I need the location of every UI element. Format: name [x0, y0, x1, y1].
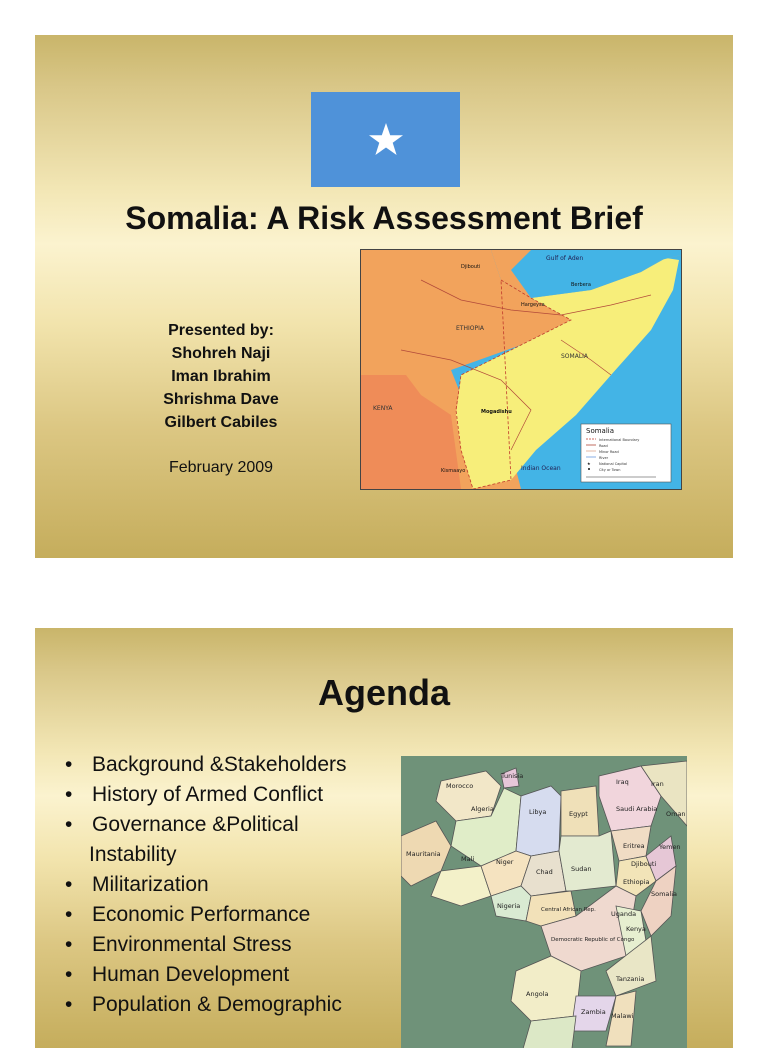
map-label: Democratic Republic of Congo — [551, 937, 635, 943]
map-label: Egypt — [569, 810, 588, 818]
map-label: ETHIOPIA — [456, 325, 484, 332]
map-label: KENYA — [373, 405, 393, 412]
map-label: Nigeria — [497, 902, 521, 910]
list-item: • Population & Demographic — [65, 990, 405, 1020]
legend-item: River — [599, 456, 609, 460]
map-label: Sudan — [571, 865, 592, 873]
list-item-continuation: Instability — [89, 843, 177, 866]
map-label: Iraq — [616, 778, 629, 786]
map-label: Kenya — [626, 925, 646, 933]
presenters-block — [135, 319, 307, 434]
list-item: • Militarization — [65, 870, 405, 900]
bullet-icon: • — [65, 873, 73, 896]
map-label: Oman — [666, 810, 686, 818]
map-label: Libya — [529, 808, 547, 816]
map-label: Malawi — [611, 1012, 634, 1020]
agenda-list — [65, 750, 405, 1020]
bullet-icon: • — [65, 963, 73, 986]
list-item: • Background &Stakeholders — [65, 750, 405, 780]
legend-title: Somalia — [586, 427, 615, 435]
legend-item: City or Town — [599, 468, 621, 472]
bullet-icon: • — [65, 903, 73, 926]
slide-title: Agenda — [317, 672, 450, 713]
somalia-flag — [311, 92, 460, 187]
map-label: Ethiopia — [623, 878, 650, 886]
legend-item: International Boundary — [599, 438, 640, 442]
map-label: Indian Ocean — [521, 465, 561, 472]
map-label: Algeria — [471, 805, 494, 813]
map-label: Saudi Arabia — [616, 805, 658, 813]
map-label: Mali — [461, 855, 475, 863]
presenter-name: Shrishma Dave — [163, 391, 279, 408]
list-item: • Economic Performance — [65, 900, 405, 930]
presenter-name: Gilbert Cabiles — [164, 414, 278, 431]
map-legend — [581, 424, 671, 482]
map-label: Uganda — [611, 910, 637, 918]
presented-by-label: Presented by: — [168, 322, 274, 339]
list-item: • Environmental Stress — [65, 930, 405, 960]
map-label: Djibouti — [631, 860, 657, 868]
map-label: Chad — [536, 868, 553, 876]
map-label: Tanzania — [616, 975, 645, 983]
agenda-slide — [35, 628, 733, 1048]
map-label: Yemen — [659, 843, 681, 851]
legend-item: National Capital — [599, 462, 627, 466]
map-label: Mauritania — [406, 850, 441, 858]
map-label: Djibouti — [461, 264, 481, 270]
map-label: Kismaayo — [441, 468, 466, 474]
map-label: SOMALIA — [561, 353, 589, 360]
list-item: • History of Armed Conflict — [65, 780, 405, 810]
map-label: Morocco — [446, 782, 474, 790]
map-label: Central African Rep. — [541, 907, 596, 913]
map-label: Angola — [526, 990, 549, 998]
map-label: Iran — [651, 780, 664, 788]
bullet-icon: • — [65, 783, 73, 806]
map-label: Niger — [496, 858, 514, 866]
svg-text:★: ★ — [587, 461, 591, 466]
map-label: Eritrea — [623, 842, 645, 850]
africa-map — [401, 756, 687, 1048]
bullet-icon: • — [65, 813, 73, 836]
presenter-name: Shohreh Naji — [171, 345, 271, 362]
list-item: • Human Development — [65, 960, 405, 990]
presentation-date: February 2009 — [168, 459, 274, 476]
somalia-map — [360, 249, 682, 490]
map-label: Somalia — [651, 890, 678, 898]
map-label: Hargeysa — [521, 302, 545, 308]
map-label: Mogadishu — [481, 409, 512, 415]
slide-title: Somalia: A Risk Assessment Brief — [125, 200, 643, 236]
map-label: Zambia — [581, 1008, 606, 1016]
bullet-icon: • — [65, 753, 73, 776]
list-item: • Governance &Political — [65, 810, 405, 840]
presenter-name: Iman Ibrahim — [171, 368, 271, 385]
legend-item: Road — [599, 444, 608, 448]
map-label: Berbera — [571, 282, 591, 288]
map-label: Tunisia — [501, 772, 524, 780]
bullet-icon: • — [65, 933, 73, 956]
map-label: Gulf of Aden — [546, 255, 584, 262]
legend-item: Minor Road — [599, 450, 619, 454]
bullet-icon: • — [65, 993, 73, 1016]
star-icon — [368, 122, 404, 158]
title-slide — [35, 35, 733, 558]
